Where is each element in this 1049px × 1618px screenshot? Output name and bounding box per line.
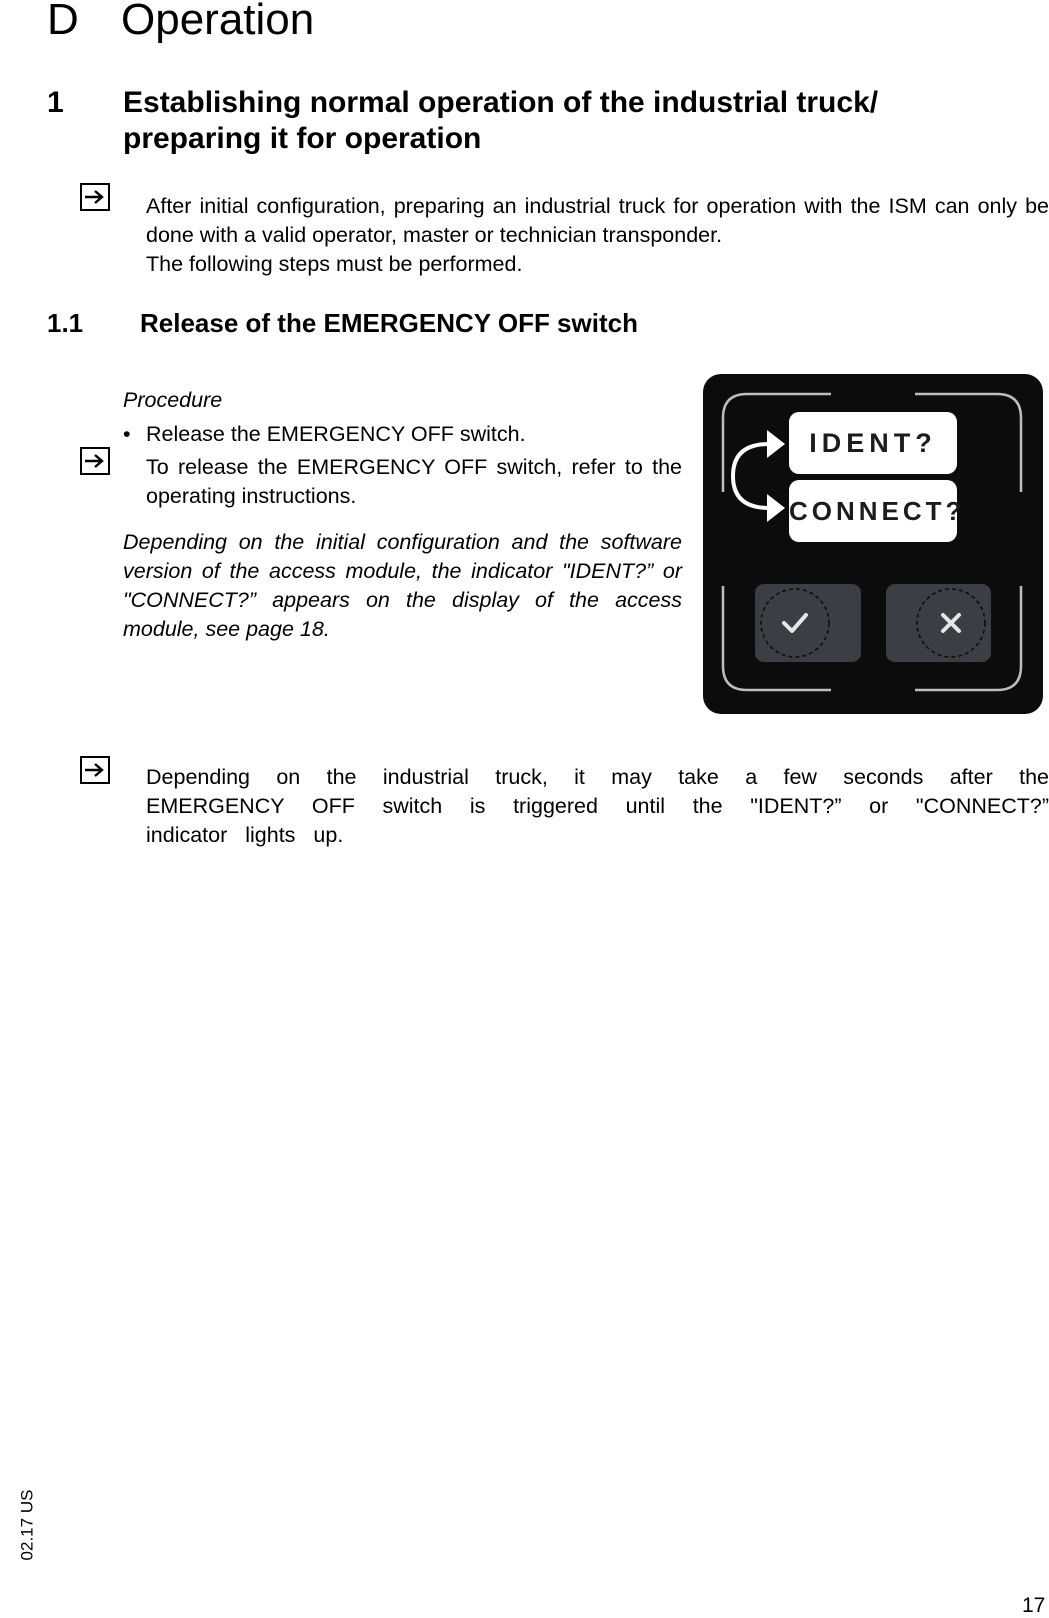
procedure-label: Procedure bbox=[123, 388, 223, 412]
document-code: 02.17 US bbox=[17, 1489, 37, 1561]
note-line: After initial configuration, preparing an industrial truck for operation with the ISM can only be done with a valid operator, master or technician transponder. bbox=[146, 194, 1049, 247]
confirm-button-shape bbox=[755, 584, 861, 662]
access-module-illustration bbox=[703, 374, 1043, 714]
subsection-title: Release of the EMERGENCY OFF switch bbox=[140, 308, 638, 338]
note-arrow-icon bbox=[80, 183, 110, 211]
ident-label: IDENT? bbox=[809, 428, 937, 458]
note-text bbox=[146, 192, 1049, 279]
page-number: 17 bbox=[1022, 1594, 1046, 1617]
arrow-head-bottom bbox=[767, 494, 785, 522]
chapter-letter: D bbox=[47, 0, 79, 44]
connect-label: CONNECT? bbox=[789, 496, 966, 526]
procedure-step: Release the EMERGENCY OFF switch. bbox=[146, 422, 526, 446]
note-line: The following steps must be performed. bbox=[146, 252, 523, 276]
bullet-dot: • bbox=[123, 422, 131, 446]
note-arrow-icon bbox=[80, 447, 110, 475]
section-title: Establishing normal operation of the industrial truck/ preparing it for operation bbox=[123, 86, 879, 155]
subsection-number: 1.1 bbox=[47, 308, 84, 338]
display-info-text: Depending on the initial configuration and the software version of the access module, the indicator "IDENT?” or "CONNECT?” appears on the display of the access module, see page 18. bbox=[123, 530, 682, 641]
arrow-head-top bbox=[767, 430, 785, 458]
section-number: 1 bbox=[47, 86, 64, 119]
note-text-2: Depending on the industrial truck, it may take a few seconds after the EMERGENCY OFF switch is triggered until the "IDENT?” or "CONNECT?” indicator lights up. bbox=[146, 765, 1049, 847]
cancel-button-shape bbox=[886, 584, 991, 662]
chapter-title: Operation bbox=[121, 0, 315, 44]
note-arrow-icon bbox=[80, 756, 110, 784]
cycle-arrow bbox=[733, 444, 769, 508]
procedure-note: To release the EMERGENCY OFF switch, refer to the operating instructions. bbox=[146, 455, 682, 508]
